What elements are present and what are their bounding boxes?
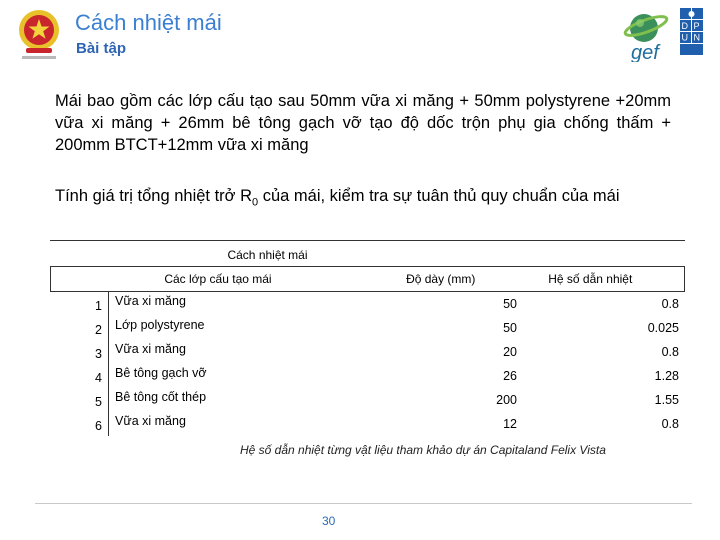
table-row xyxy=(50,388,685,412)
table-row xyxy=(50,412,685,436)
page-number: 30 xyxy=(322,514,336,528)
header-thickness: Độ dày (mm) xyxy=(406,272,476,286)
row-thickness: 20 xyxy=(503,345,517,359)
row-conductivity: 0.8 xyxy=(661,345,679,359)
row-conductivity: 1.55 xyxy=(654,393,679,407)
svg-text:U: U xyxy=(681,32,688,43)
row-layer-name: Lớp polystyrene xyxy=(108,316,338,340)
row-conductivity: 0.025 xyxy=(647,321,679,335)
header-conductivity: Hệ số dẫn nhiệt xyxy=(548,272,633,286)
row-layer-name: Vữa xi măng xyxy=(108,292,338,316)
row-thickness: 50 xyxy=(503,297,517,311)
row-number: 5 xyxy=(95,395,102,409)
row-conductivity: 0.8 xyxy=(661,297,679,311)
gef-logo xyxy=(622,6,676,62)
row-number: 4 xyxy=(95,371,102,385)
table-row xyxy=(50,340,685,364)
row-conductivity: 1.28 xyxy=(654,369,679,383)
table-title: Cách nhiệt mái xyxy=(50,240,485,266)
row-layer-name: Vữa xi măng xyxy=(108,412,338,436)
row-number: 6 xyxy=(95,419,102,433)
row-number: 1 xyxy=(95,299,102,313)
row-thickness: 26 xyxy=(503,369,517,383)
page-subtitle: Bài tập xyxy=(76,40,127,57)
table-footnote: Hệ số dẫn nhiệt từng vật liệu tham khảo dự án Capitaland Felix Vista xyxy=(240,443,606,457)
row-layer-name: Vữa xi măng xyxy=(108,340,338,364)
task-paragraph: Tính giá trị tổng nhiệt trở $R_0$ của mái, kiểm tra sự tuân thủ quy chuẩn của mái xyxy=(55,187,620,209)
svg-text:P: P xyxy=(693,21,700,31)
table-top-rule xyxy=(485,240,685,241)
table-row xyxy=(50,364,685,388)
page-title: Cách nhiệt mái xyxy=(75,10,222,35)
table-header xyxy=(50,266,685,292)
r-subscript: 0 xyxy=(252,196,259,209)
composition-paragraph: Mái bao gồm các lớp cấu tạo sau 50mm vữa xi măng + 50mm polystyrene +20mm vữa xi măng + 26mm bê tông gạch vỡ tạo độ dốc trộn phụ gia chống thấm + 200mm BTCT+12mm vữa xi măng xyxy=(55,92,671,154)
header-layers: Các lớp cấu tạo mái xyxy=(164,272,272,286)
national-emblem-logo xyxy=(16,8,62,62)
row-number: 3 xyxy=(95,347,102,361)
row-thickness: 200 xyxy=(496,393,517,407)
row-layer-name: Bê tông cốt thép xyxy=(108,388,338,412)
row-layer-name: Bê tông gạch vỡ xyxy=(108,364,338,388)
footer-divider xyxy=(35,503,692,504)
svg-text:N: N xyxy=(693,32,700,43)
row-thickness: 50 xyxy=(503,321,517,335)
row-number: 2 xyxy=(95,323,102,337)
undp-logo xyxy=(680,8,704,56)
row-thickness: 12 xyxy=(503,417,517,431)
row-conductivity: 0.8 xyxy=(661,417,679,431)
table-row xyxy=(50,316,685,340)
svg-text:D: D xyxy=(681,21,688,31)
table-row xyxy=(50,292,685,316)
gef-text: gef xyxy=(631,42,659,62)
